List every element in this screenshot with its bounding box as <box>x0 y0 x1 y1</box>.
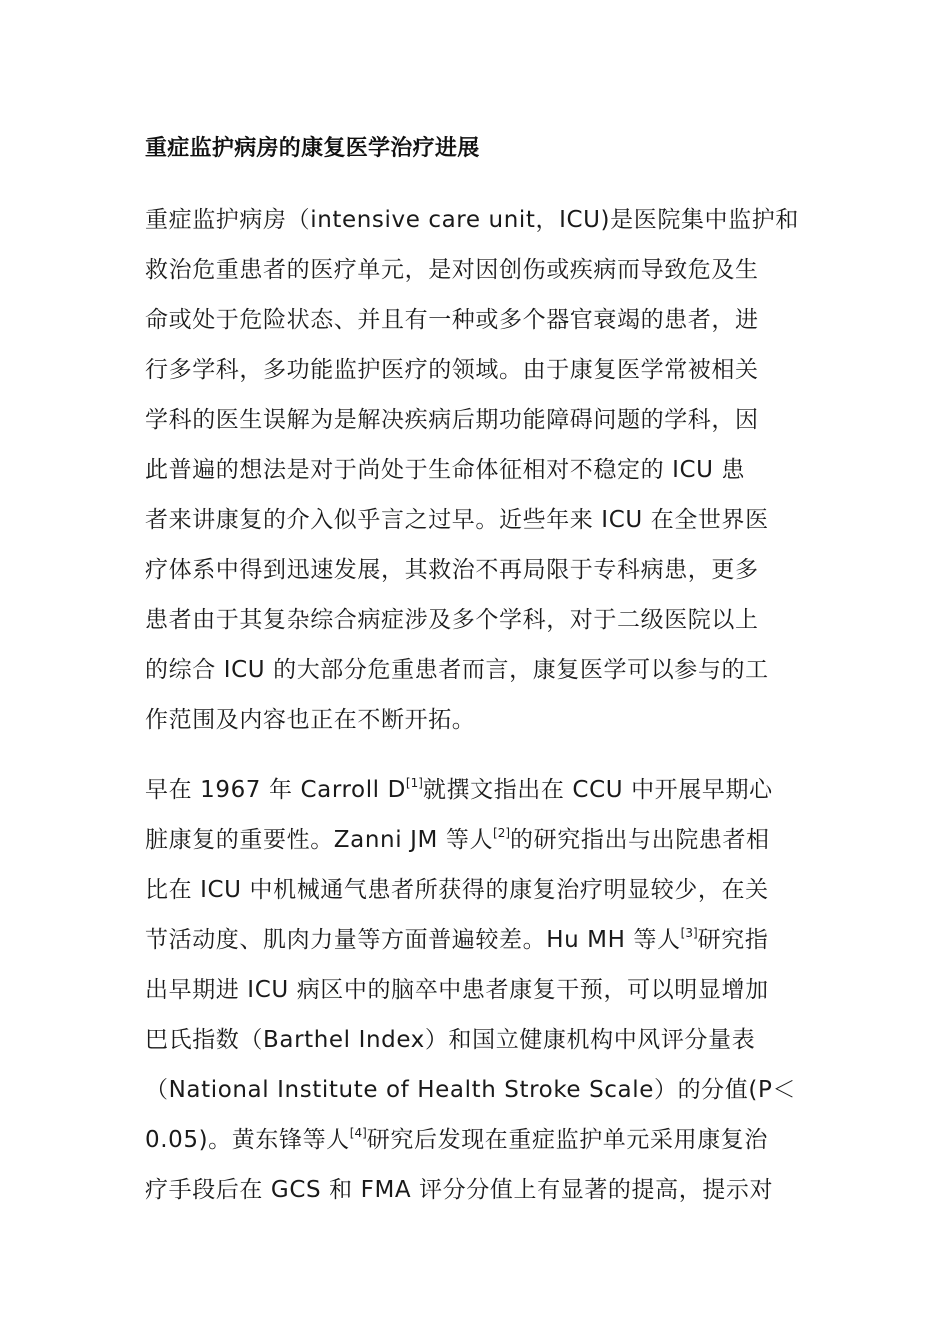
text-run: 早在 1967 年 Carroll D <box>145 777 406 803</box>
paragraph-line: 者来讲康复的介入似乎言之过早。近些年来 ICU 在全世界医 <box>145 507 769 533</box>
paragraph-line: 命或处于危险状态、并且有一种或多个器官衰竭的患者，进 <box>145 307 759 333</box>
paragraph-line: 巴氏指数（Barthel Index）和国立健康机构中风评分量表 <box>145 1027 756 1053</box>
text-run: 就撰文指出在 CCU 中开展早期心 <box>422 777 773 803</box>
paragraph-line: 疗手段后在 GCS 和 FMA 评分分值上有显著的提高，提示对 <box>145 1177 774 1203</box>
paragraph-line: 此普遍的想法是对于尚处于生命体征相对不稳定的 ICU 患 <box>145 457 746 483</box>
text-run: 研究后发现在重症监护单元采用康复治 <box>366 1127 768 1153</box>
paragraph-line: 疗体系中得到迅速发展，其救治不再局限于专科病患，更多 <box>145 557 759 583</box>
paragraph-line: 出早期进 ICU 病区中的脑卒中患者康复干预，可以明显增加 <box>145 977 769 1003</box>
paragraph-line <box>145 824 825 856</box>
paragraph-line: 救治危重患者的医疗单元，是对因创伤或疾病而导致危及生 <box>145 257 759 283</box>
paragraph-line: 的综合 ICU 的大部分危重患者而言，康复医学可以参与的工 <box>145 657 769 683</box>
document-title: 重症监护病房的康复医学治疗进展 <box>145 136 480 161</box>
citation-2: [2] <box>493 826 511 840</box>
citation-1: [1] <box>405 776 423 790</box>
paragraph-line <box>145 774 825 806</box>
paragraph-line: （National Institute of Health Stroke Scale）的分值(P＜ <box>145 1077 797 1103</box>
paragraph-line: 作范围及内容也正在不断开拓。 <box>145 707 476 733</box>
paragraph-line <box>145 924 825 956</box>
text-run: 的研究指出与出院患者相 <box>510 827 770 853</box>
paragraph-line: 重症监护病房（intensive care unit，ICU)是医院集中监护和 <box>145 207 799 233</box>
text-run: 脏康复的重要性。Zanni JM 等人 <box>145 827 494 853</box>
citation-3: [3] <box>680 926 698 940</box>
paragraph-line: 行多学科，多功能监护医疗的领域。由于康复医学常被相关 <box>145 357 759 383</box>
paragraph-line: 比在 ICU 中机械通气患者所获得的康复治疗明显较少，在关 <box>145 877 769 903</box>
citation-4: [4] <box>349 1126 367 1140</box>
paragraph-line <box>145 1124 825 1156</box>
text-run: 0.05)。黄东锋等人 <box>145 1127 350 1153</box>
paragraph-line: 患者由于其复杂综合病症涉及多个学科，对于二级医院以上 <box>145 607 759 633</box>
text-run: 节活动度、肌肉力量等方面普遍较差。Hu MH 等人 <box>145 927 681 953</box>
paragraph-line: 学科的医生误解为是解决疾病后期功能障碍问题的学科，因 <box>145 407 759 433</box>
text-run: 研究指 <box>697 927 769 953</box>
